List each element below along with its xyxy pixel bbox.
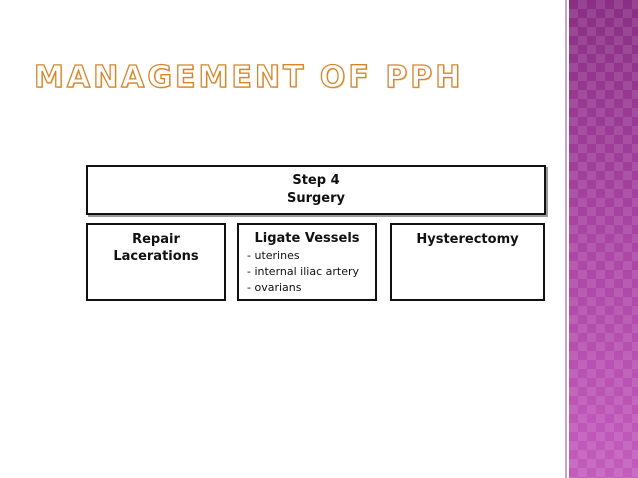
ligate-vessels-box bbox=[237, 223, 377, 301]
decorative-side-band bbox=[569, 0, 638, 478]
ligate-heading: Ligate Vessels bbox=[254, 231, 360, 246]
step-label: Surgery bbox=[286, 191, 346, 206]
slide-title: MANAGEMENT OF PPH bbox=[34, 60, 464, 95]
vessel-item-uterines: - uterines bbox=[247, 248, 375, 264]
vessel-item-internal-iliac: - internal iliac artery bbox=[247, 264, 375, 280]
hysterectomy-box bbox=[390, 223, 545, 301]
step-box bbox=[86, 165, 546, 215]
hysterectomy-heading: Hysterectomy bbox=[416, 232, 519, 247]
repair-line-2: Lacerations bbox=[113, 249, 199, 264]
vessel-list bbox=[247, 248, 375, 296]
vessel-item-ovarians: - ovarians bbox=[247, 280, 375, 296]
repair-lacerations-box bbox=[86, 223, 226, 301]
step-number: Step 4 bbox=[292, 173, 340, 188]
repair-line-1: Repair bbox=[132, 232, 180, 247]
side-divider bbox=[565, 0, 567, 478]
